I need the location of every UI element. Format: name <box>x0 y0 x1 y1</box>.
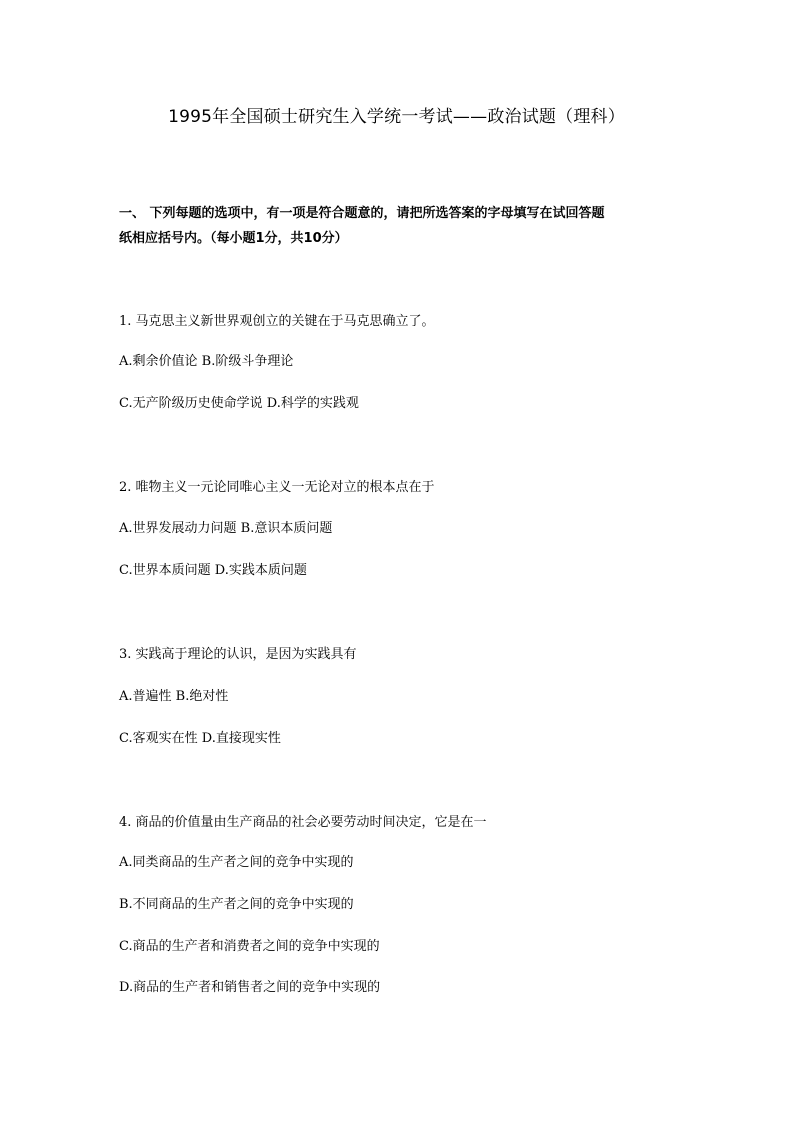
question-2-stem: 2. 唯物主义一元论同唯心主义一无论对立的根本点在于 <box>119 480 435 495</box>
question-4-stem: 4. 商品的价值量由生产商品的社会必要劳动时间决定，它是在一 <box>119 815 487 830</box>
section-one-instruction-line-2: 纸相应括号内。（每小题1分，共10分） <box>119 231 348 246</box>
question-1-options-ab: A.剩余价值论 B.阶级斗争理论 <box>119 354 294 369</box>
question-4-option-d: D.商品的生产者和销售者之间的竞争中实现的 <box>119 980 381 995</box>
document-title: 1995年全国硕士研究生入学统一考试——政治试题（理科） <box>168 107 625 127</box>
question-3-stem: 3. 实践高于理论的认识，是因为实践具有 <box>119 647 357 662</box>
question-2-options-cd: C.世界本质问题 D.实践本质问题 <box>119 563 307 578</box>
question-4-option-c: C.商品的生产者和消费者之间的竞争中实现的 <box>119 939 380 954</box>
section-one-instruction-line-1: 一、 下列每题的选项中，有一项是符合题意的，请把所选答案的字母填写在试回答题 <box>119 206 605 221</box>
question-2-options-ab: A.世界发展动力问题 B.意识本质问题 <box>119 521 333 536</box>
question-4-option-b: B.不同商品的生产者之间的竞争中实现的 <box>119 897 354 912</box>
question-3-options-cd: C.客观实在性 D.直接现实性 <box>119 731 281 746</box>
question-4-option-a: A.同类商品的生产者之间的竞争中实现的 <box>119 855 354 870</box>
question-3-options-ab: A.普遍性 B.绝对性 <box>119 689 229 704</box>
question-1-stem: 1. 马克思主义新世界观创立的关键在于马克思确立了。 <box>119 314 435 329</box>
question-1-options-cd: C.无产阶级历史使命学说 D.科学的实践观 <box>119 396 359 411</box>
